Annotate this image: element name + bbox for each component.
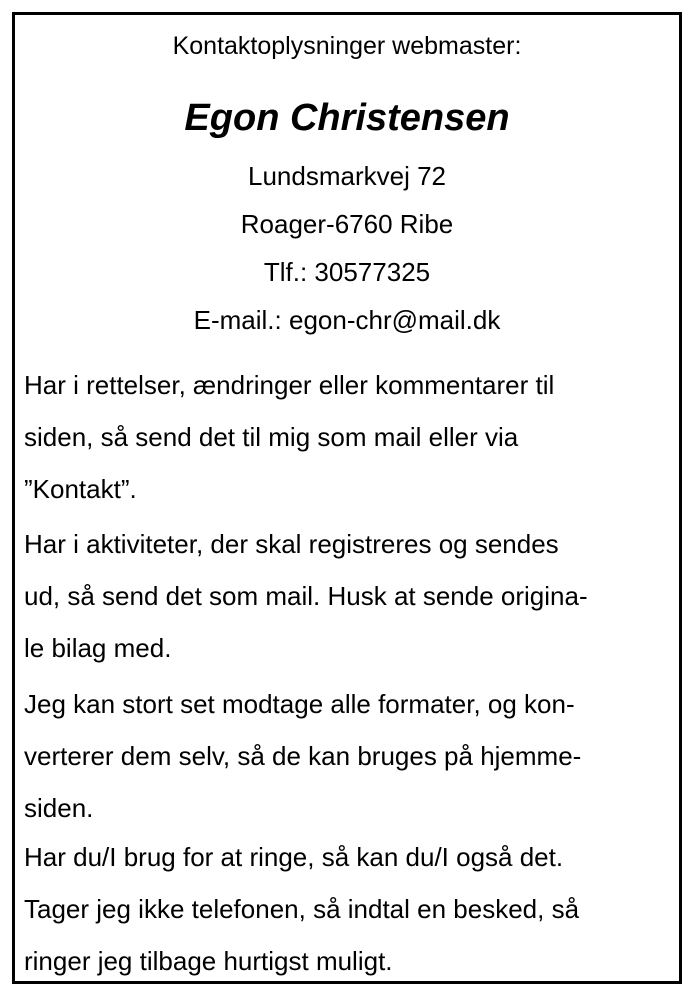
paragraph-line: verterer dem selv, så de kan bruges på hjemme- [24, 741, 582, 771]
paragraph-phone [24, 831, 674, 987]
paragraph-line: Har i aktiviteter, der skal registreres og sendes [24, 529, 559, 559]
paragraph-formats [24, 678, 674, 834]
paragraph-line: ”Kontakt”. [24, 474, 137, 504]
paragraph-activities [24, 518, 674, 674]
paragraph-line: le bilag med. [24, 633, 172, 663]
email-address: E-mail.: egon-chr@mail.dk [193, 305, 501, 335]
paragraph-line: siden. [24, 793, 94, 823]
paragraph-corrections [24, 359, 674, 515]
phone-number: Tlf.: 30577325 [263, 257, 431, 287]
webmaster-name: Egon Christensen [184, 97, 510, 139]
paragraph-line: Jeg kan stort set modtage alle formater, og kon- [24, 689, 575, 719]
paragraph-line: Har du/I brug for at ringe, så kan du/I også det. [24, 842, 564, 872]
paragraph-line: Tager jeg ikke telefonen, så indtal en besked, så [24, 894, 580, 924]
contact-heading: Kontaktoplysninger webmaster: [172, 32, 522, 60]
paragraph-line: ringer jeg tilbage hurtigst muligt. [24, 946, 393, 976]
street-address: Lundsmarkvej 72 [248, 161, 446, 191]
paragraph-line: Har i rettelser, ændringer eller kommentarer til [24, 370, 555, 400]
paragraph-line: siden, så send det til mig som mail eller via [24, 422, 519, 452]
paragraph-line: ud, så send det som mail. Husk at sende origina- [24, 581, 588, 611]
city-address: Roager-6760 Ribe [240, 209, 454, 239]
